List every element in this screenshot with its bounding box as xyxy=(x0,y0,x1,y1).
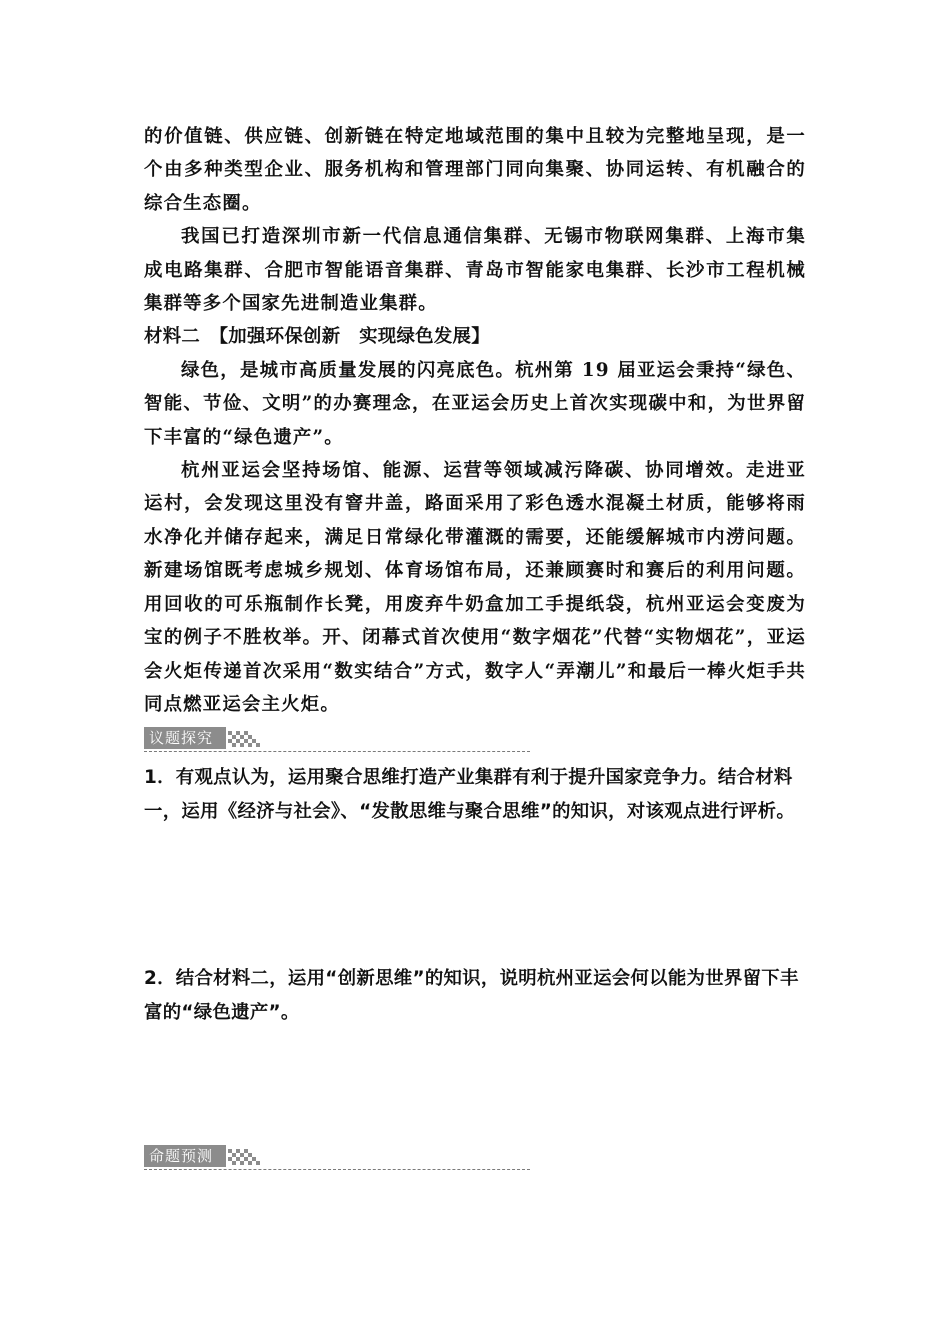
material2-heading: 材料二 【加强环保创新 实现绿色发展】 xyxy=(144,326,490,348)
material1-paragraph-1: 的价值链、供应链、创新链在特定地域范围的集中且较为完整地呈现，是一个由多种类型企业、服务机构和管理部门同向集聚、协同运转、有机融合的综合生态圈。 xyxy=(144,126,806,214)
checker-pattern-icon xyxy=(228,1147,262,1167)
material2-paragraph-2: 杭州亚运会坚持场馆、能源、运营等领域减污降碳、协同增效。走进亚运村，会发现这里没有窨井盖，路面采用了彩色透水混凝土材质，能够将雨水净化并储存起来，满足日常绿化带灌溉的需要，还能缓解城市内涝问题。新建场馆既考虑城乡规划、体育场馆布局，还兼顾赛时和赛后的利用问题。用回收的可乐瓶制作长凳，用废弃牛奶盒加工手提纸袋，杭州亚运会变废为宝的例子不胜枚举。开、闭幕式首次使用“数字烟花”代替“实物烟花”，亚运会火炬传递首次采用“数实结合”方式，数字人“弄潮儿”和最后一棒火炬手共同点燃亚运会主火炬。 xyxy=(144,460,806,715)
answer-space-2 xyxy=(144,1029,806,1141)
section-divider xyxy=(144,751,530,752)
discussion-section-header xyxy=(144,727,530,753)
section-divider xyxy=(144,1169,530,1170)
material2-paragraph-1: 绿色，是城市高质量发展的闪亮底色。杭州第 19 届亚运会秉持“绿色、智能、节俭、文明”的办赛理念，在亚运会历史上首次实现碳中和，为世界留下丰富的“绿色遗产”。 xyxy=(144,359,806,448)
question-2: 2．结合材料二，运用“创新思维”的知识，说明杭州亚运会何以能为世界留下丰富的“绿色遗产”。 xyxy=(144,968,799,1023)
answer-space-1 xyxy=(144,828,806,962)
question-1: 1．有观点认为，运用聚合思维打造产业集群有利于提升国家竞争力。结合材料一，运用《经济与社会》、“发散思维与聚合思维”的知识，对该观点进行评析。 xyxy=(144,767,796,822)
discussion-section-label: 议题探究 xyxy=(144,727,226,749)
material1-paragraph-2: 我国已打造深圳市新一代信息通信集群、无锡市物联网集群、上海市集成电路集群、合肥市智能语音集群、青岛市智能家电集群、长沙市工程机械集群等多个国家先进制造业集群。 xyxy=(144,226,806,315)
document-page xyxy=(144,120,806,1171)
checker-pattern-icon xyxy=(228,729,262,749)
prediction-section-label: 命题预测 xyxy=(144,1145,226,1167)
prediction-section-header xyxy=(144,1145,530,1171)
